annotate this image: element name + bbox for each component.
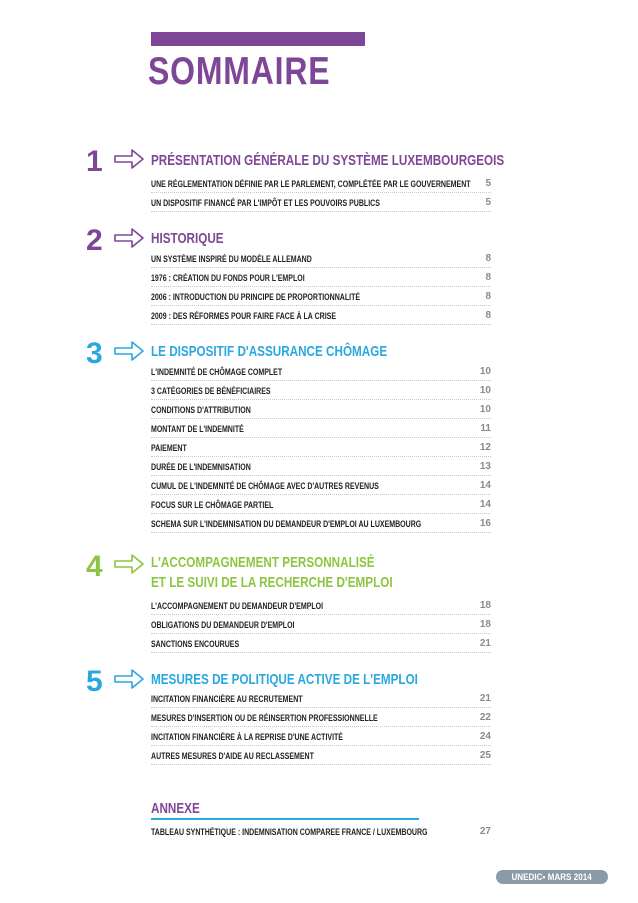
number-badge-3 (84, 337, 114, 367)
toc-entry-page: 10 (479, 385, 491, 396)
dotted-divider (151, 437, 491, 438)
dotted-divider (151, 652, 491, 653)
toc-entry[interactable] (151, 750, 491, 766)
dotted-divider (151, 192, 491, 193)
toc-entry-label: INCITATION FINANCIÈRE AU RECRUTEMENT (151, 694, 303, 704)
toc-entry-label: DURÉE DE L'INDEMNISATION (151, 462, 251, 472)
toc-entry[interactable] (151, 385, 491, 401)
arrow-icon (114, 149, 144, 169)
dotted-divider (151, 267, 491, 268)
toc-entry[interactable] (151, 178, 491, 194)
annexe-title: ANNEXE (151, 800, 200, 817)
arrow-icon (114, 554, 144, 574)
title-bar-decoration (151, 32, 365, 46)
toc-entry[interactable] (151, 480, 491, 496)
section-number-2: 2 (86, 224, 103, 254)
toc-entry-page: 13 (479, 461, 491, 472)
number-badge-2 (84, 224, 114, 254)
section-number-3: 3 (86, 337, 103, 367)
toc-entry[interactable] (151, 197, 491, 213)
toc-entry-page: 5 (485, 197, 491, 208)
toc-entry[interactable] (151, 619, 491, 635)
toc-entry[interactable] (151, 712, 491, 728)
dotted-divider (151, 475, 491, 476)
footer-text: UNEDIC• MARS 2014 (511, 872, 593, 882)
toc-entry[interactable] (151, 461, 491, 477)
section-number-4: 4 (86, 550, 103, 580)
toc-entry-page: 27 (479, 826, 491, 837)
number-badge-1 (84, 145, 114, 175)
toc-entry-page: 14 (479, 480, 491, 491)
footer-badge (496, 870, 608, 884)
toc-entry-label: CUMUL DE L'INDEMNITÉ DE CHÔMAGE AVEC D'AUTRES REVENUS (151, 481, 379, 491)
section-title-4-line2: ET LE SUIVI DE LA RECHERCHE D'EMPLOI (151, 574, 393, 591)
toc-entry[interactable] (151, 638, 491, 654)
toc-entry-label: AUTRES MESURES D'AIDE AU RECLASSEMENT (151, 751, 314, 761)
toc-entry-label: OBLIGATIONS DU DEMANDEUR D'EMPLOI (151, 620, 295, 630)
toc-entry-label: INCITATION FINANCIÈRE À LA REPRISE D'UNE ACTIVITÉ (151, 732, 344, 742)
annexe-underline (151, 818, 419, 820)
toc-entry-label: 2009 : DES RÉFORMES POUR FAIRE FACE À LA CRISE (151, 311, 337, 321)
toc-entry-label: 3 CATÉGORIES DE BÉNÉFICIAIRES (151, 386, 271, 396)
toc-entry-label: MONTANT DE L'INDEMNITÉ (151, 424, 244, 434)
toc-entry-page: 25 (479, 750, 491, 761)
toc-entry-label: L'ACCOMPAGNEMENT DU DEMANDEUR D'EMPLOI (151, 601, 324, 611)
toc-entry-page: 8 (485, 272, 491, 283)
toc-entry-page: 21 (479, 693, 491, 704)
toc-entry-page: 18 (479, 600, 491, 611)
toc-entry-page: 18 (479, 619, 491, 630)
toc-entry[interactable] (151, 310, 491, 326)
toc-entry[interactable] (151, 600, 491, 616)
toc-entry-label: SCHEMA SUR L'INDEMNISATION DU DEMANDEUR D'EMPLOI AU LUXEMBOURG (151, 519, 422, 529)
dotted-divider (151, 494, 491, 495)
toc-entry[interactable] (151, 291, 491, 307)
dotted-divider (151, 211, 491, 212)
dotted-divider (151, 305, 491, 306)
dotted-divider (151, 726, 491, 727)
toc-entry[interactable] (151, 366, 491, 382)
toc-entry-label: UN DISPOSITIF FINANCÉ PAR L'IMPÔT ET LES POUVOIRS PUBLICS (151, 198, 380, 208)
toc-entry-label: L'INDEMNITÉ DE CHÔMAGE COMPLET (151, 367, 283, 377)
dotted-divider (151, 745, 491, 746)
toc-entry[interactable] (151, 253, 491, 269)
toc-entry[interactable] (151, 731, 491, 747)
toc-entry[interactable] (151, 404, 491, 420)
toc-entry-label: PAIEMENT (151, 443, 187, 453)
dotted-divider (151, 633, 491, 634)
toc-entry[interactable] (151, 693, 491, 709)
toc-entry-label: SANCTIONS ENCOURUES (151, 639, 240, 649)
toc-entry[interactable] (151, 499, 491, 515)
dotted-divider (151, 324, 491, 325)
arrow-icon (114, 228, 144, 248)
toc-entry[interactable] (151, 423, 491, 439)
toc-entry-page: 8 (485, 291, 491, 302)
section-title-5: MESURES DE POLITIQUE ACTIVE DE L'EMPLOI (151, 671, 418, 688)
section-title-3: LE DISPOSITIF D'ASSURANCE CHÔMAGE (151, 343, 388, 360)
dotted-divider (151, 418, 491, 419)
toc-entry[interactable] (151, 826, 491, 842)
toc-entry[interactable] (151, 272, 491, 288)
section-title-2: HISTORIQUE (151, 230, 224, 247)
dotted-divider (151, 614, 491, 615)
dotted-divider (151, 532, 491, 533)
toc-entry[interactable] (151, 442, 491, 458)
section-number-1: 1 (86, 145, 103, 175)
section-title-4: L'ACCOMPAGNEMENT PERSONNALISÉ (151, 554, 375, 571)
number-badge-4 (84, 550, 114, 580)
toc-entry-page: 16 (479, 518, 491, 529)
arrow-icon (114, 341, 144, 361)
arrow-icon (114, 669, 144, 689)
dotted-divider (151, 286, 491, 287)
toc-entry-page: 14 (479, 499, 491, 510)
dotted-divider (151, 380, 491, 381)
toc-entry-label: UN SYSTÈME INSPIRÉ DU MODÈLE ALLEMAND (151, 254, 312, 264)
toc-entry-label: MESURES D'INSERTION OU DE RÉINSERTION PROFESSIONNELLE (151, 713, 378, 723)
toc-entry-page: 24 (479, 731, 491, 742)
dotted-divider (151, 513, 491, 514)
toc-entry-label: 2006 : INTRODUCTION DU PRINCIPE DE PROPORTIONNALITÉ (151, 292, 361, 302)
toc-entry-page: 12 (479, 442, 491, 453)
dotted-divider (151, 399, 491, 400)
toc-entry-page: 10 (479, 366, 491, 377)
toc-entry-page: 10 (479, 404, 491, 415)
page-title: SOMMAIRE (148, 50, 331, 93)
toc-entry[interactable] (151, 518, 491, 534)
section-title-1: PRÉSENTATION GÉNÉRALE DU SYSTÈME LUXEMBOURGEOIS (151, 152, 505, 169)
dotted-divider (151, 764, 491, 765)
toc-entry-label: CONDITIONS D'ATTRIBUTION (151, 405, 251, 415)
toc-entry-page: 11 (480, 423, 491, 434)
toc-entry-label: FOCUS SUR LE CHÔMAGE PARTIEL (151, 500, 274, 510)
number-badge-5 (84, 665, 114, 695)
toc-entry-label: 1976 : CRÉATION DU FONDS POUR L'EMPLOI (151, 273, 305, 283)
toc-entry-page: 22 (479, 712, 491, 723)
toc-entry-label: TABLEAU SYNTHÉTIQUE : INDEMNISATION COMPAREE FRANCE / LUXEMBOURG (151, 827, 428, 837)
section-number-5: 5 (86, 665, 103, 695)
toc-entry-page: 8 (485, 310, 491, 321)
dotted-divider (151, 456, 491, 457)
toc-entry-label: UNE RÉGLEMENTATION DÉFINIE PAR LE PARLEMENT, COMPLÉTÉE PAR LE GOUVERNEMENT (151, 179, 471, 189)
toc-entry-page: 21 (479, 638, 491, 649)
dotted-divider (151, 707, 491, 708)
toc-entry-page: 8 (485, 253, 491, 264)
toc-entry-page: 5 (485, 178, 491, 189)
